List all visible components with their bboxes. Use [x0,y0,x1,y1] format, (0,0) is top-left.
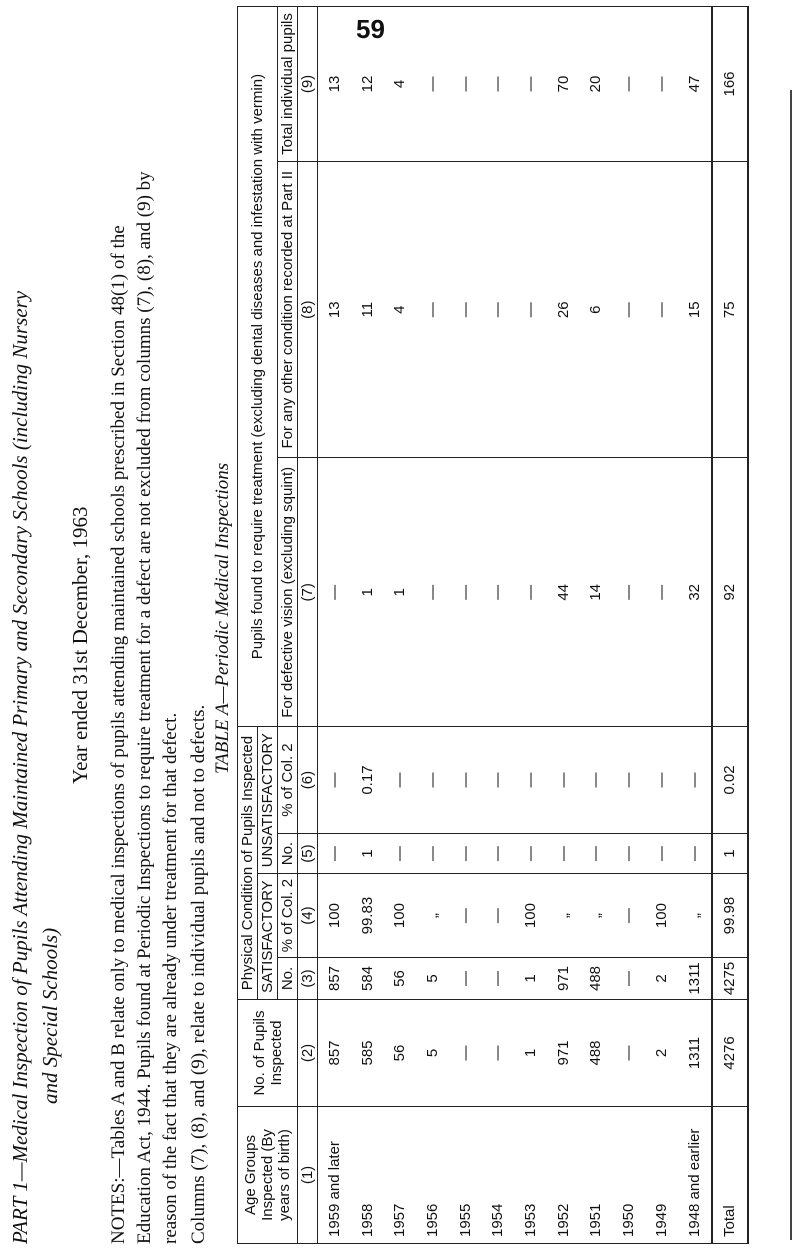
row-age-group: 1956 [416,1107,449,1244]
header-satisfactory: SATISFACTORY [258,874,278,1000]
row-value-c7: 44 [547,458,580,727]
row-value-c9: 12 [351,7,384,162]
row-age-group: 1951 [579,1107,612,1244]
total-value-c5: 1 [712,833,748,873]
table-a [237,6,749,1244]
table-row [579,7,612,1244]
row-value-c5: 1 [351,833,384,873]
row-value-c9: — [645,7,678,162]
year-line: Year ended 31st December, 1963 [68,506,92,784]
header-other-condition: For any other condition recorded at Part II [278,161,298,458]
row-value-c4: „ [416,874,449,958]
row-value-c3: — [482,957,515,999]
column-number: (6) [298,727,318,834]
row-value-c7: 32 [677,458,711,727]
row-value-c5: — [449,833,482,873]
row-value-c6: — [677,727,711,834]
row-value-c7: 1 [351,458,384,727]
row-value-c5: — [645,833,678,873]
header-unsat-pct: % of Col. 2 [278,727,298,834]
row-value-c8: — [612,161,645,458]
row-value-c4: 100 [514,874,547,958]
row-age-group: 1950 [612,1107,645,1244]
row-value-c8: 13 [318,161,352,458]
header-physical-condition: Physical Condition of Pupils Inspected [238,727,258,1000]
row-value-c3: — [449,957,482,999]
row-value-c6: — [612,727,645,834]
column-number: (3) [298,957,318,999]
table-row [351,7,384,1244]
total-value-c7: 92 [712,458,748,727]
row-value-c5: — [612,833,645,873]
column-number: (2) [298,1000,318,1107]
row-value-c7: — [482,458,515,727]
header-treatment: Pupils found to require treatment (excluding dental diseases and infestation with vermin) [238,7,278,727]
row-value-c5: — [579,833,612,873]
page-number: 59 [356,14,385,44]
row-value-c6: — [645,727,678,834]
row-value-c4: „ [579,874,612,958]
row-value-c9: 13 [318,7,352,162]
row-value-c9: 47 [677,7,711,162]
row-value-c3: 971 [547,957,580,999]
row-value-c2: 1311 [677,1000,711,1107]
column-number: (4) [298,874,318,958]
row-value-c3: 2 [645,957,678,999]
row-age-group: 1957 [384,1107,417,1244]
table-row [318,7,352,1244]
row-value-c6: — [318,727,352,834]
row-value-c4: — [449,874,482,958]
row-value-c2: — [482,1000,515,1107]
row-value-c2: — [612,1000,645,1107]
row-value-c2: 5 [416,1000,449,1107]
table-row [482,7,515,1244]
row-value-c5: — [547,833,580,873]
row-value-c8: 15 [677,161,711,458]
row-value-c8: — [449,161,482,458]
row-value-c2: 1 [514,1000,547,1107]
row-value-c6: — [416,727,449,834]
table-row [612,7,645,1244]
row-value-c7: — [514,458,547,727]
row-value-c8: 26 [547,161,580,458]
notes-columns-paragraph: Columns (7), (8), and (9), relate to individual pupils and not to defects. [188,704,209,1244]
table-title: TABLE A—Periodic Medical Inspections [212,462,233,774]
header-pupils-inspected: No. of Pupils Inspected [238,1000,298,1107]
row-value-c5: — [514,833,547,873]
row-value-c9: — [612,7,645,162]
row-value-c6: — [514,727,547,834]
column-number: (5) [298,833,318,873]
row-value-c8: 11 [351,161,384,458]
total-value-c3: 4275 [712,957,748,999]
row-age-group: 1955 [449,1107,482,1244]
total-label: Total [712,1107,748,1244]
column-number: (8) [298,161,318,458]
row-value-c9: 70 [547,7,580,162]
row-value-c4: — [612,874,645,958]
row-value-c3: 56 [384,957,417,999]
row-value-c9: — [482,7,515,162]
row-age-group: 1953 [514,1107,547,1244]
row-value-c6: — [547,727,580,834]
column-number: (9) [298,7,318,162]
row-value-c3: 488 [579,957,612,999]
table-row [677,7,711,1244]
row-value-c8: — [645,161,678,458]
row-value-c2: 585 [351,1000,384,1107]
row-value-c3: 1311 [677,957,711,999]
row-value-c3: — [612,957,645,999]
column-number: (7) [298,458,318,727]
row-value-c4: 100 [384,874,417,958]
row-value-c9: — [514,7,547,162]
row-value-c8: — [514,161,547,458]
row-value-c3: 1 [514,957,547,999]
total-value-c4: 99.98 [712,874,748,958]
row-value-c3: 857 [318,957,352,999]
row-value-c2: 56 [384,1000,417,1107]
binding-edge-line [790,90,792,1240]
row-value-c8: — [482,161,515,458]
total-value-c2: 4276 [712,1000,748,1107]
row-value-c7: — [645,458,678,727]
row-age-group: 1949 [645,1107,678,1244]
table-row [416,7,449,1244]
row-value-c3: 5 [416,957,449,999]
row-value-c8: 4 [384,161,417,458]
header-sat-pct: % of Col. 2 [278,874,298,958]
row-value-c5: — [677,833,711,873]
column-number: (1) [298,1107,318,1244]
row-value-c6: — [579,727,612,834]
row-age-group: 1952 [547,1107,580,1244]
row-value-c4: 99.83 [351,874,384,958]
row-value-c5: — [482,833,515,873]
header-sat-no: No. [278,957,298,999]
row-value-c7: — [612,458,645,727]
row-age-group: 1958 [351,1107,384,1244]
row-value-c4: 100 [318,874,352,958]
row-value-c7: — [318,458,352,727]
row-value-c3: 584 [351,957,384,999]
row-value-c8: 6 [579,161,612,458]
notes-paragraph: NOTES:—Tables A and B relate only to medical inspections of pupils attending maintained schools prescribed in Section 48(1) of the Education Act, 1944. Pupils found at Periodic Inspections to require treatment for a defect are not excluded from columns (7), (8), and (9) by reason of the fact that they are already under treatment for that defect. [108,171,181,1244]
row-value-c2: 2 [645,1000,678,1107]
total-value-c8: 75 [712,161,748,458]
row-value-c7: — [416,458,449,727]
row-value-c2: — [449,1000,482,1107]
table-row [645,7,678,1244]
header-unsat-no: No. [278,833,298,873]
row-value-c2: 488 [579,1000,612,1107]
row-value-c7: 14 [579,458,612,727]
header-defective-vision: For defective vision (excluding squint) [278,458,298,727]
row-value-c4: — [482,874,515,958]
row-value-c6: — [482,727,515,834]
row-age-group: 1954 [482,1107,515,1244]
part-title-line2: and Special Schools) [38,927,62,1104]
row-value-c6: — [449,727,482,834]
table-row [449,7,482,1244]
row-value-c5: — [384,833,417,873]
row-value-c2: 971 [547,1000,580,1107]
row-value-c2: 857 [318,1000,352,1107]
column-number-row [298,7,318,1244]
header-age-groups: Age Groups Inspected (By years of birth) [238,1107,298,1244]
row-value-c9: 20 [579,7,612,162]
row-value-c7: 1 [384,458,417,727]
row-value-c9: 4 [384,7,417,162]
row-age-group: 1948 and earlier [677,1107,711,1244]
total-row [712,7,748,1244]
row-value-c6: — [384,727,417,834]
total-value-c9: 166 [712,7,748,162]
row-age-group: 1959 and later [318,1107,352,1244]
row-value-c7: — [449,458,482,727]
table-body [318,7,749,1244]
table-row [514,7,547,1244]
row-value-c4: „ [677,874,711,958]
row-value-c4: 100 [645,874,678,958]
notes [106,144,212,1244]
row-value-c8: — [416,161,449,458]
table-row [547,7,580,1244]
row-value-c6: 0.17 [351,727,384,834]
table-row [384,7,417,1244]
header-total-individual: Total individual pupils [278,7,298,162]
part-title-line1: PART 1—Medical Inspection of Pupils Attending Maintained Primary and Secondary Schools (including Nursery [8,290,32,1244]
total-value-c6: 0.02 [712,727,748,834]
row-value-c5: — [318,833,352,873]
header-unsatisfactory: UNSATISFACTORY [258,727,278,874]
row-value-c4: „ [547,874,580,958]
row-value-c5: — [416,833,449,873]
row-value-c9: — [449,7,482,162]
row-value-c9: — [416,7,449,162]
